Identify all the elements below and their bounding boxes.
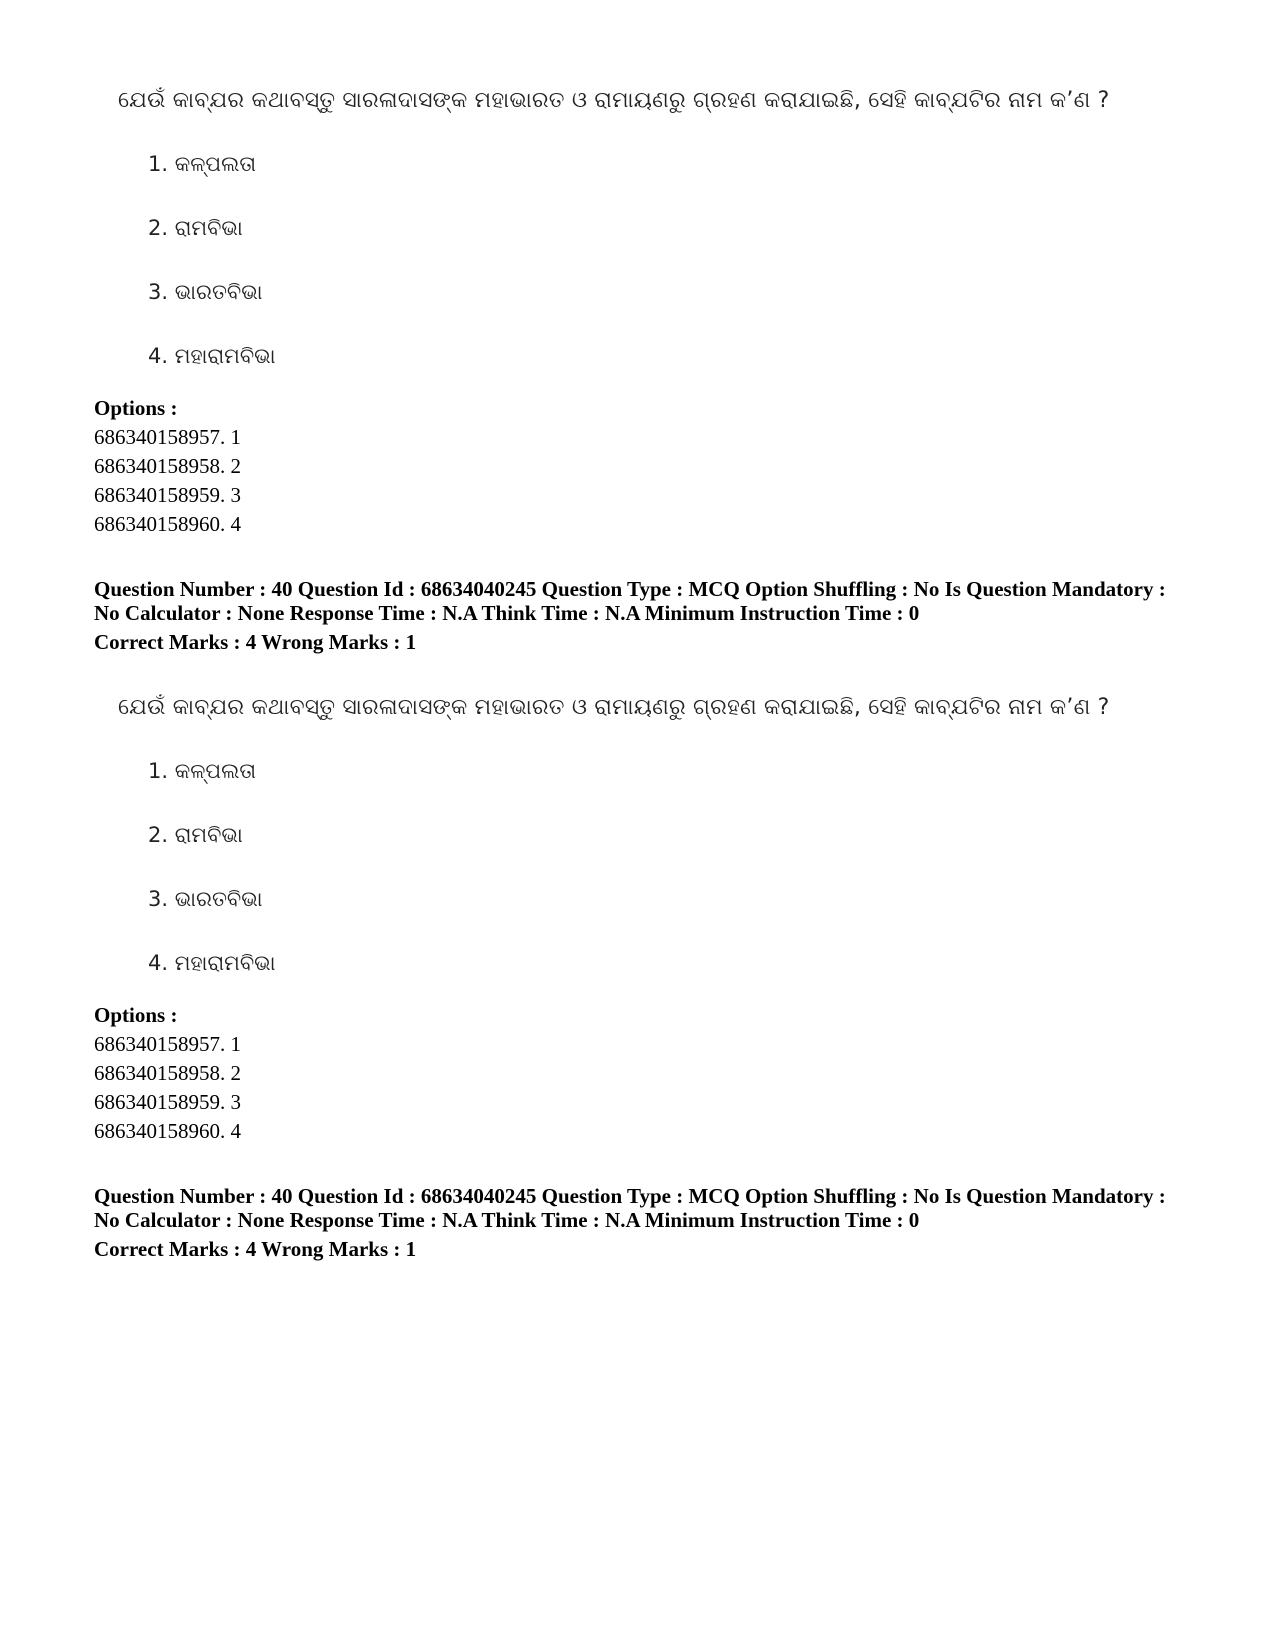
question-text: ଯେଉଁ କାବ୍ଯର କଥାବସ୍ତୁ ସାରଳାଦାସଙ୍କ ମହାଭାରତ ଓ ରାମାୟଣରୁ ଗ୍ରହଣ କରାଯାଇଛି, ସେହି କାବ୍ଯଟିର ନାମ କ’ଣ ? <box>118 88 1110 113</box>
option-id-1: 686340158957. 1 <box>94 425 241 449</box>
option-id-2: 686340158958. 2 <box>94 1061 241 1085</box>
option-id-3: 686340158959. 3 <box>94 1090 241 1114</box>
option-id-1: 686340158957. 1 <box>94 1032 241 1056</box>
question-meta-line-3: Correct Marks : 4 Wrong Marks : 1 <box>94 630 417 654</box>
option-id-4: 686340158960. 4 <box>94 512 241 536</box>
answer-choice-3: 3. ଭାରତବିଭା <box>148 887 263 911</box>
question-text: ଯେଉଁ କାବ୍ଯର କଥାବସ୍ତୁ ସାରଳାଦାସଙ୍କ ମହାଭାରତ ଓ ରାମାୟଣରୁ ଗ୍ରହଣ କରାଯାଇଛି, ସେହି କାବ୍ଯଟିର ନାମ କ’ଣ ? <box>118 695 1110 720</box>
answer-choice-2: 2. ରାମବିଭା <box>148 823 243 847</box>
option-id-4: 686340158960. 4 <box>94 1119 241 1143</box>
options-heading: Options : <box>94 396 178 420</box>
question-meta-line-1: Question Number : 40 Question Id : 68634040245 Question Type : MCQ Option Shuffling : No Is Question Mandatory : <box>94 577 1166 601</box>
option-id-3: 686340158959. 3 <box>94 483 241 507</box>
answer-choice-4: 4. ମହାରାମବିଭା <box>148 951 276 975</box>
answer-choice-3: 3. ଭାରତବିଭା <box>148 280 263 304</box>
option-id-2: 686340158958. 2 <box>94 454 241 478</box>
question-meta-line-2: No Calculator : None Response Time : N.A Think Time : N.A Minimum Instruction Time : 0 <box>94 1208 920 1232</box>
answer-choice-2: 2. ରାମବିଭା <box>148 216 243 240</box>
answer-choice-1: 1. କଳ୍ପଲତା <box>148 152 257 176</box>
answer-choice-1: 1. କଳ୍ପଲତା <box>148 759 257 783</box>
question-meta-line-2: No Calculator : None Response Time : N.A Think Time : N.A Minimum Instruction Time : 0 <box>94 601 920 625</box>
answer-choice-4: 4. ମହାରାମବିଭା <box>148 344 276 368</box>
question-meta-line-3: Correct Marks : 4 Wrong Marks : 1 <box>94 1237 417 1261</box>
options-heading: Options : <box>94 1003 178 1027</box>
question-meta-line-1: Question Number : 40 Question Id : 68634040245 Question Type : MCQ Option Shuffling : No Is Question Mandatory : <box>94 1184 1166 1208</box>
